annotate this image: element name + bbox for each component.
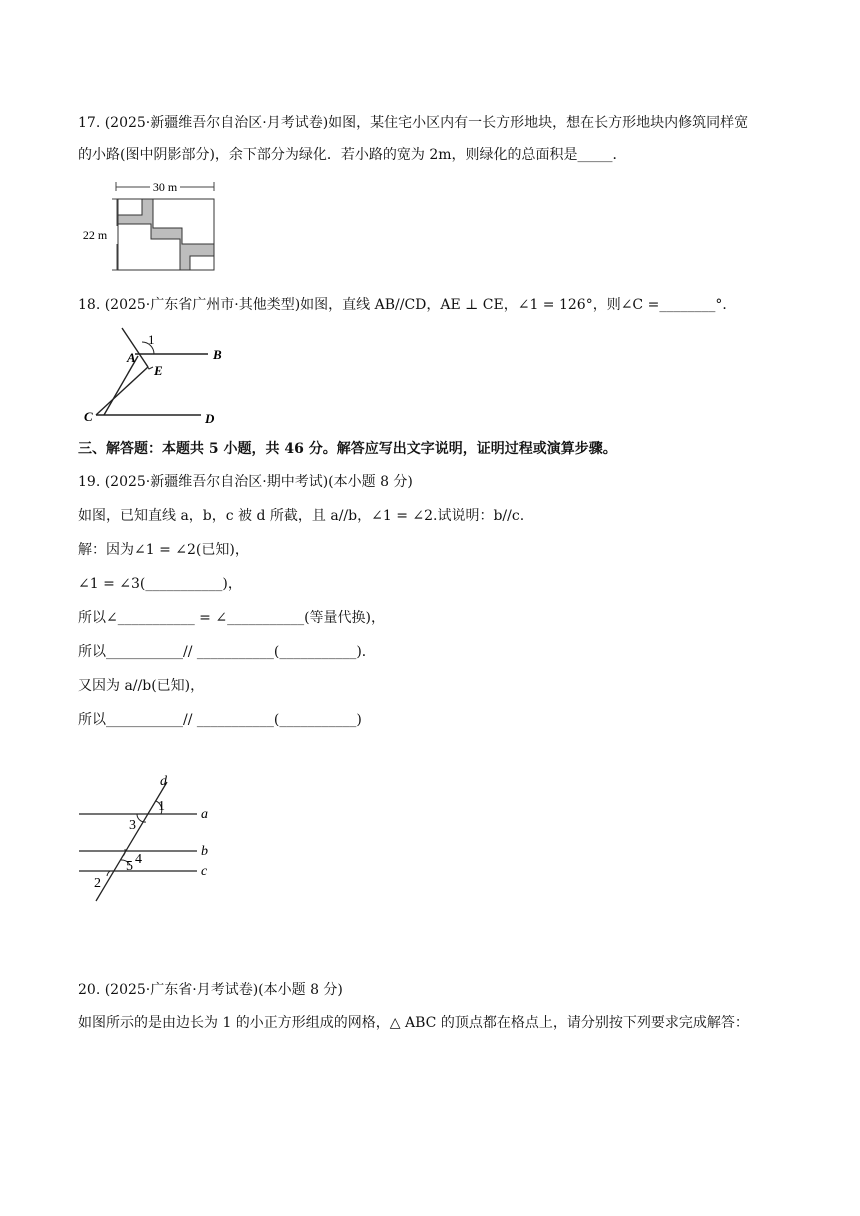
section-3-heading: 三、解答题：本题共 5 小题，共 46 分。解答应写出文字说明，证明过程或演算步骤。 xyxy=(78,441,617,457)
q18-angle-1-label: 1 xyxy=(148,332,155,347)
q19-angle-3-label: 3 xyxy=(129,818,136,833)
q19-line-b-label: b xyxy=(201,844,208,859)
q19-angle-1-label: 1 xyxy=(158,799,165,814)
q19-angle-4-label: 4 xyxy=(135,852,142,867)
q18-point-a: A xyxy=(127,350,136,365)
q19-line-d-label: d xyxy=(160,774,167,789)
q19-angle-2-label: 2 xyxy=(94,876,101,891)
q17-width-label: 30 m xyxy=(152,180,178,194)
q18-point-c: C xyxy=(84,409,93,424)
q20-stem: 如图所示的是由边长为 1 的小正方形组成的网格，△ ABC 的顶点都在格点上，请分别按下列要求完成解答： xyxy=(78,1015,749,1031)
q18-figure xyxy=(76,322,236,428)
q19-stem: 如图，已知直线 a，b，c 被 d 所截，且 a//b，∠1 = ∠2.试说明：b//c. xyxy=(78,508,525,524)
q19-step-1: 解：因为∠1 = ∠2(已知)， xyxy=(78,542,249,558)
q17-figure xyxy=(76,178,221,273)
q19-step-6: 所以___________// ___________(___________) xyxy=(78,712,362,728)
q19-step-2: ∠1 = ∠3(___________)， xyxy=(78,576,242,592)
q18-text: 18. (2025·广东省广州市·其他类型)如图，直线 AB//CD，AE ⊥ CE，∠1 = 126°，则∠C =________°． xyxy=(78,297,737,313)
q19-angle-5-label: 5 xyxy=(126,859,133,874)
q19-line-c-label: c xyxy=(201,864,208,879)
q19-title: 19. (2025·新疆维吾尔自治区·期中考试)(本小题 8 分) xyxy=(78,474,413,490)
q19-step-5: 又因为 a//b(已知)， xyxy=(78,678,205,694)
q19-line-a-label: a xyxy=(201,807,208,822)
q17-height-label: 22 m xyxy=(82,228,108,242)
q19-step-4: 所以___________// ___________(___________)． xyxy=(78,644,376,660)
q18-point-d: D xyxy=(205,411,215,426)
q17-text-line1: 17. (2025·新疆维吾尔自治区·月考试卷)如图，某住宅小区内有一长方形地块，想在长方形地块内修筑同样宽 xyxy=(78,115,749,131)
q17-text-line2: 的小路(图中阴影部分)，余下部分为绿化．若小路的宽为 2m，则绿化的总面积是_____． xyxy=(78,147,627,163)
q19-figure xyxy=(76,770,221,905)
q20-title: 20. (2025·广东省·月考试卷)(本小题 8 分) xyxy=(78,982,343,998)
q18-point-e: E xyxy=(154,363,163,378)
q19-step-3: 所以∠___________ = ∠___________(等量代换)， xyxy=(78,610,386,626)
q18-point-b: B xyxy=(213,347,222,362)
